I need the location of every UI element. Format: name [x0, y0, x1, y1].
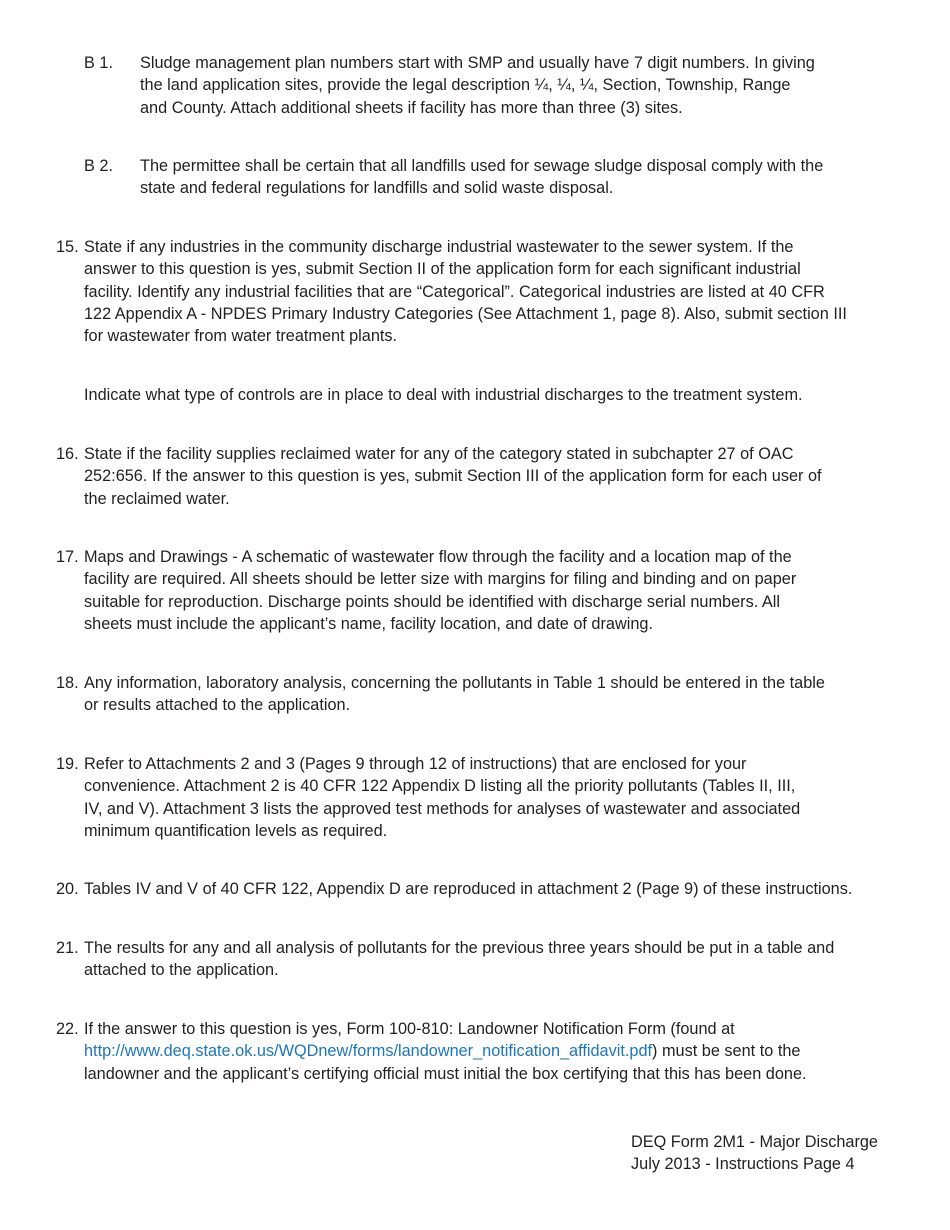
item-number: 15.	[56, 238, 79, 256]
text-line: If the answer to this question is yes, Form 100-810: Landowner Notification Form (found at	[84, 1020, 735, 1038]
item-text	[84, 937, 834, 982]
item-number: B 1.	[84, 54, 113, 72]
item-text	[84, 878, 852, 900]
text-line: 252:656. If the answer to this question is yes, submit Section III of the application form for each user of	[84, 467, 822, 486]
text-line: or results attached to the application.	[84, 696, 351, 715]
item-number: 21.	[56, 939, 79, 957]
text-line: The results for any and all analysis of pollutants for the previous three years should be put in a table and	[84, 939, 835, 957]
item-number: 19.	[56, 755, 79, 773]
item-number: 17.	[56, 548, 79, 566]
text-line	[84, 1040, 807, 1062]
footer-form-title: DEQ Form 2M1 - Major Discharge	[631, 1133, 878, 1151]
text-line: facility are required. All sheets should be letter size with margins for filing and binding and on paper	[84, 570, 797, 589]
text-line: attached to the application.	[84, 961, 279, 980]
text-line: suitable for reproduction. Discharge points should be identified with discharge serial numbers. All	[84, 592, 780, 611]
item-text	[84, 384, 803, 406]
text-line: Any information, laboratory analysis, concerning the pollutants in Table 1 should be entered in the table	[84, 674, 825, 692]
text-line: answer to this question is yes, submit Section II of the application form for each significant industrial	[84, 260, 801, 279]
text-line: and County. Attach additional sheets if facility has more than three (3) sites.	[140, 98, 683, 117]
item-text	[140, 155, 823, 200]
text-line: State if any industries in the community discharge industrial wastewater to the sewer system. If the	[84, 238, 794, 256]
text-line: IV, and V). Attachment 3 lists the approved test methods for analyses of wastewater and associated	[84, 799, 801, 818]
item-number: 18.	[56, 674, 79, 692]
item-number: 20.	[56, 880, 79, 898]
text-line: Sludge management plan numbers start with SMP and usually have 7 digit numbers. In giving	[140, 54, 815, 72]
text-line: the land application sites, provide the legal description ¼, ¼, ¼, Section, Township, Range	[140, 76, 791, 95]
text-line: state and federal regulations for landfills and solid waste disposal.	[140, 179, 614, 198]
landowner-notification-form-link[interactable]: http://www.deq.state.ok.us/WQDnew/forms/landowner_notification_affidavit.pdf	[84, 1042, 653, 1061]
item-text	[84, 753, 800, 842]
text-line: State if the facility supplies reclaimed water for any of the category stated in subchapter 27 of OAC	[84, 445, 794, 463]
text-line: landowner and the applicant’s certifying official must initial the box certifying that this has been done.	[84, 1064, 807, 1083]
text-line: Tables IV and V of 40 CFR 122, Appendix D are reproduced in attachment 2 (Page 9) of these instructions.	[84, 880, 853, 898]
footer-page-info: July 2013 - Instructions Page 4	[631, 1155, 855, 1174]
item-number: B 2.	[84, 157, 113, 175]
item-text	[84, 236, 847, 347]
item-number: 22.	[56, 1020, 79, 1038]
text-line: convenience. Attachment 2 is 40 CFR 122 Appendix D listing all the priority pollutants (Tables II, III,	[84, 777, 796, 796]
text-line: Indicate what type of controls are in place to deal with industrial discharges to the treatment system.	[84, 386, 803, 404]
item-text	[84, 546, 796, 635]
item-text	[84, 443, 822, 510]
text-fragment: ) must be sent to the	[652, 1042, 801, 1061]
page-footer	[631, 1131, 878, 1176]
item-text	[84, 672, 825, 717]
item-text	[84, 1018, 807, 1085]
item-number: 16.	[56, 445, 79, 463]
text-line: for wastewater from water treatment plants.	[84, 327, 398, 346]
item-text	[140, 52, 815, 119]
text-line: Maps and Drawings - A schematic of wastewater flow through the facility and a location map of the	[84, 548, 792, 566]
text-line: facility. Identify any industrial facilities that are “Categorical”. Categorical industries are listed at 40 CFR	[84, 282, 825, 301]
text-line: 122 Appendix A - NPDES Primary Industry Categories (See Attachment 1, page 8). Also, submit section III	[84, 304, 847, 323]
text-line: sheets must include the applicant’s name, facility location, and date of drawing.	[84, 614, 653, 633]
text-line: the reclaimed water.	[84, 489, 230, 508]
text-line: Refer to Attachments 2 and 3 (Pages 9 through 12 of instructions) that are enclosed for your	[84, 755, 747, 773]
text-line: minimum quantification levels as required.	[84, 821, 388, 840]
text-line: The permittee shall be certain that all landfills used for sewage sludge disposal comply with the	[140, 157, 824, 175]
